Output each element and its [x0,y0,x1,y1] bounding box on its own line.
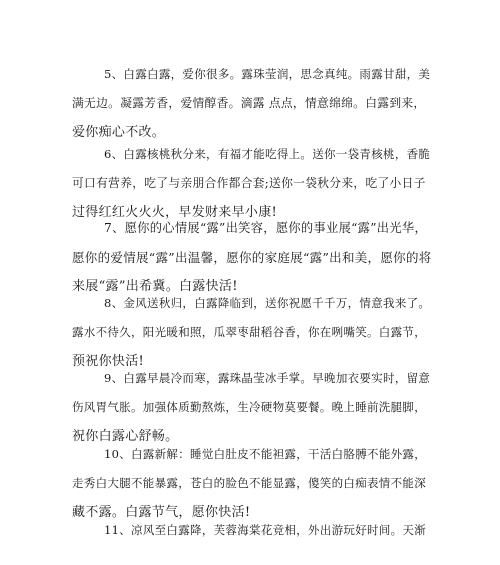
paragraph-11 [72,516,432,545]
text-line: 10、白露新解：睡觉白肚皮不能袒露，干活白胳膊不能外露， [104,447,427,461]
paragraph-10 [72,440,432,527]
paragraph-8 [72,289,432,376]
paragraph-5 [72,60,432,147]
text-line: 5、白露白露，爱你很多。露珠莹润，思念真纯。雨露甘甜，美 [104,67,431,81]
text-line: 可口有营养，吃了与亲朋合作都合套;送你一袋秋分来，吃了小日子 [72,176,426,190]
text-line: 来展“露”出希冀。白露快活! [72,279,238,294]
text-line: 过得红红火火火，早发财来早小康! [72,205,278,220]
text-line: 满无边。凝露芳香，爱情醇香。滴露 点点，情意绵绵。白露到来， [72,96,426,110]
paragraph-9 [72,364,432,451]
text-line: 藏不露。白露节气，愿你快活! [72,505,251,520]
text-line: 愿你的爱情展“露”出温馨，愿你的家庭展“露”出和美，愿你的将 [72,250,432,265]
text-line: 爱你痴心不改。 [72,125,166,140]
text-line: 露水不待久，阳光暖和照，瓜翠枣甜稻谷香，你在咧嘴笑。白露节， [72,325,426,339]
text-line: 预祝你快活! [72,354,145,369]
text-line: 9、白露早晨冷而寒，露珠晶莹冰手掌。早晚加衣要实时，留意 [104,371,431,385]
text-line: 7、愿你的心情展“露”出笑容，愿你的事业展“露”出光华， [104,221,427,235]
text-line: 8、金风送秋归，白露降临到，送你祝愿千千万，情意我来了。 [104,296,431,310]
text-line: 走秀白大腿不能暴露，苍白的脸色不能显露，傻笑的白痴表情不能深 [72,476,426,490]
text-line: 祝你白露心舒畅。 [72,429,179,444]
paragraph-7 [72,214,432,301]
text-line: 6、白露核桃秋分来，有福才能吃得上。送你一袋青核桃，香脆 [104,147,431,161]
text-line: 11、凉风至白露降，芙蓉海棠花竞相，外出游玩好时间。天渐 [104,523,427,537]
text-line: 伤风胃气胀。加强体质勤熬炼，生冷硬物莫要餐。晚上睡前洗腿脚， [72,400,426,414]
